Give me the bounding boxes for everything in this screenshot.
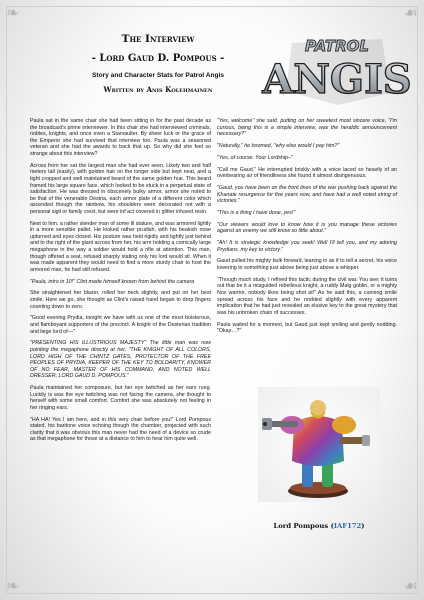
paragraph: Next to him, a rather slender man of some ill stature, and was armored lightly in a more sensible pallet. He looked rather prudish, with his beakish nose upturned and eyes closed. His posture was held rigidly and tightly just behind and to the right of the giant across from her, his arm holding a comically large megaphone in the way a soldier would hold a rifle at attention. This man, though offered a seat, refused sharply stating only his lord would sit. When it was made apparent they would need to find a more sturdy chair to host the armored man, he had still refused. (30, 220, 211, 273)
logo-main-word: ANGIS (262, 56, 412, 103)
article-subtitle: - Lord Gaud D. Pompous - (91, 53, 225, 64)
caption-product-code: IAF172 (333, 522, 362, 530)
left-column (30, 118, 211, 448)
article-title: The Interview (121, 33, 195, 45)
paragraph: Paula maintained her composure, but her eye twitched as her ears rung. Luckily is was the eye twitching was not facing the camera, she thought to herself with some small comfort. Comfort she was absolutely not feeling in her ringing ears. (30, 385, 211, 411)
paragraph: "Yes, welcome" she said, putting on her sweetest most sincere voice, "I'm curious, being this is a simple interview, was the heraldic announcement necessary?" (217, 118, 397, 138)
paragraph: "Naturally," he boomed, "why else would I pay him?" (217, 142, 340, 149)
paragraph: "Good evening Prydia, tonight we have with us one of the most boisterous, and flamboyant supporters of the precinct. A knight of the Desterian tradition and liege lord of—" (30, 315, 211, 335)
paragraph: "Though much study, I refined this tactic during the civil war. You see; it turns out that be it a misguided rebellious knight, a ruddy Malg goblin, or a mighty Nox warrior, nobody likes being shot at!" As he said this, a cunning smile spread across his face and he nodded slightly with every apparent implication that he had just revealed an elusive key to the great mystery that was his unbroken chain of successes. (217, 276, 397, 316)
paragraph: "Ah! It is strategic knowledge you seek! Well I'll tell you, and my adoring Prydians, my key to victory." (217, 240, 397, 253)
corner-ornament-top-left: ❧ (6, 3, 20, 22)
paragraph: "PRESENTING HIS ILLUSTRIOUS MAJESTY" The little man was now pointing the megaphone directly at her, "THE KNIGHT OF ALL COLORS, LORD HIGH OF THE CHINTZ GATES, PROTECTOR OF THE FREE PEOPLES OF PRYDIA, KEEPER OF THE KEY TO BOLDARITY, KNOWER OF NO FEAR, MASTER OF HIS COMMAND, AND NOTED WELL DRESSER; LORD GAUD D. POMPOUS." (30, 340, 211, 380)
paragraph: "Our viewers would love to know how it is you manage these victories against an enemy we still know so little about." (217, 221, 397, 235)
paragraph: "Paula, intro in 10!" Clint made himself known from behind the camera (30, 278, 195, 285)
article-header (58, 33, 258, 94)
caption-name: Lord Pompous (273, 522, 329, 530)
paragraph: Paula waited for a moment, but Gaud just kept smiling and gently nodding. "Okay…?" (217, 321, 397, 335)
paragraph: "HA HA! Yes I am here, and in this very chair before you!" Lord Pompous stated, his baritone voice echoing though the chamber, projected with such clarity that it was obvious this man never had the need of a device so crude as that megaphone for those at a distance to him to hear him quite well. (30, 416, 211, 443)
corner-ornament-bottom-left: ❧ (6, 576, 20, 595)
paragraph: "Gaud, you have been on the front lines of the war pushing back against the Khanate resurgence for five years now, and have had a well noted string of victories." (217, 184, 397, 205)
paragraph: "Call me Gaud." He interrupted briskly with a voice laced so heavily of an overbearing air of friendliness she found it almost disingenuous. (217, 166, 397, 180)
right-column (217, 118, 397, 340)
paragraph: She straightened her blazer, rolled her neck slightly, and put on her best smile. Here we go, she thought as Clint's raised hand began to drop fingers counting down to zero. (30, 290, 211, 310)
paragraph: Paula sat in the same chair she had been sitting in for the past decade as the broadcast's prime interviewer. In this chair she had interviewed criminals, nobles, knights, and once even a Starvaulter. By sheer luck or the grace of the Emperor she had survived that interview too. Paula was a seasoned veteran and she had the awards to back that up. So why did she feel so strange about this interview? (30, 118, 211, 157)
paragraph: Gaud pulled his mighty bulk forward, leaning in as if to tell a secret, his voice lowering to something just above being just above a whisper. (217, 258, 397, 271)
corner-ornament-bottom-right: ☙ (403, 576, 418, 595)
article-story-line: Story and Character Stats for Patrol Angis (91, 72, 225, 79)
logo-top-word: PATROL (305, 37, 369, 55)
lord-pompous-miniature-photo (258, 387, 380, 502)
patrol-angis-logo (262, 23, 412, 113)
paragraph: Across from her sat the largest man she had ever seen. Likely two and half meters tall (easily), with golden hair on the longer side but kept neat, and a tight cropped and well maintained beard of the same golden hue. This beard framed his large square face, which looked to be stuck in a perpetual state of satisfaction. He was dressed in obscenely bulky armor, armor she noted to be that of the venerable Destria, each armor plate of a different color which ascended though the rainbow, his shoulders were decorated not with a personal sigil or family crest, but were inf act covered in glitter infused resin. (30, 162, 211, 215)
article-author: Written by Anis Kolehmainen (103, 85, 213, 94)
paragraph: "Yes, of course. Your Lordship–" (217, 154, 293, 161)
paragraph: "This is a thing I have done, yes!" (217, 209, 296, 216)
photo-caption: Lord Pompous (IAF172) (273, 522, 365, 530)
corner-ornament-top-right: ☙ (403, 3, 418, 22)
